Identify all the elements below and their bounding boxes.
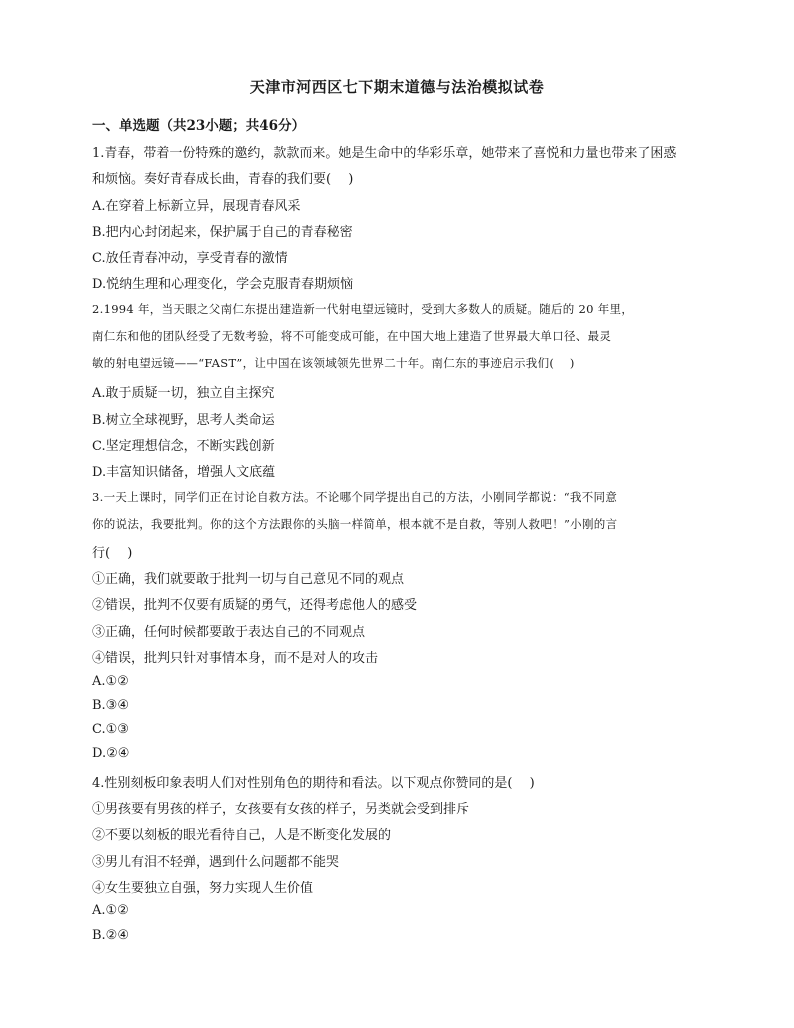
q3-option-d: D.②④: [92, 746, 130, 761]
q3-statement-4: ④错误，批判只针对事情本身，而不是对人的攻击: [92, 651, 379, 666]
q1-stem-line-2: 和烦恼。奏好青春成长曲，青春的我们要( ): [92, 172, 354, 187]
q3-statement-1: ①正确，我们就要敢于批判一切与自己意见不同的观点: [92, 572, 405, 587]
q1-option-a: A.在穿着上标新立异，展现青春风采: [92, 199, 301, 214]
q2-option-a: A.敢于质疑一切，独立自主探究: [92, 386, 275, 401]
q3-stem-line-1: 3.一天上课时，同学们正在讨论自救方法。不论哪个同学提出自己的方法，小刚同学都说：“我不同意: [92, 490, 618, 504]
q4-statement-3: ③男儿有泪不轻弹，遇到什么问题都不能哭: [92, 855, 340, 870]
q1-option-c: C.放任青春冲动，享受青春的激情: [92, 251, 288, 266]
q3-option-b: B.③④: [92, 698, 129, 713]
q4-statement-2: ②不要以刻板的眼光看待自己，人是不断变化发展的: [92, 828, 392, 843]
q2-option-d: D.丰富知识储备，增强人文底蕴: [92, 465, 276, 480]
q4-stem-line-1: 4.性别刻板印象表明人们对性别角色的期待和看法。以下观点你赞同的是( ): [92, 776, 535, 791]
q3-stem-line-2: 你的说法，我要批判。你的这个方法跟你的头脑一样简单，根本就不是自救，等别人救吧！”小刚的言: [92, 517, 618, 531]
q4-option-b: B.②④: [92, 928, 129, 943]
q2-option-b: B.树立全球视野，思考人类命运: [92, 413, 275, 428]
q1-option-b: B.把内心封闭起来，保护属于自己的青春秘密: [92, 225, 353, 240]
q4-option-a: A.①②: [92, 903, 129, 918]
q2-stem-line-2: 南仁东和他的团队经受了无数考验，将不可能变成可能，在中国大地上建造了世界最大单口径、最灵: [92, 329, 612, 343]
q2-option-c: C.坚定理想信念，不断实践创新: [92, 439, 275, 454]
q1-option-d: D.悦纳生理和心理变化，学会克服青春期烦恼: [92, 277, 354, 292]
q2-stem-line-1: 2.1994 年，当天眼之父南仁东提出建造新一代射电望远镜时，受到大多数人的质疑。随后的 20 年里，: [92, 302, 634, 316]
q4-statement-1: ①男孩要有男孩的样子，女孩要有女孩的样子，另类就会受到排斥: [92, 802, 470, 817]
q4-statement-4: ④女生要独立自强，努力实现人生价值: [92, 881, 314, 896]
q2-stem-line-3: 敏的射电望远镜——“FAST”，让中国在该领域领先世界二十年。南仁东的事迹启示我们( ): [92, 356, 575, 370]
q3-stem-line-3: 行( ): [92, 546, 133, 561]
section-heading: 一、单选题（共23小题；共46分）: [92, 118, 306, 134]
q1-stem-line-1: 1.青春，带着一份特殊的邀约，款款而来。她是生命中的华彩乐章，她带来了喜悦和力量也带来了困惑: [92, 146, 677, 161]
exam-title: 天津市河西区七下期末道德与法治模拟试卷: [249, 78, 545, 96]
q3-option-c: C.①③: [92, 722, 129, 737]
q3-statement-2: ②错误，批判不仅要有质疑的勇气，还得考虑他人的感受: [92, 598, 418, 613]
q3-statement-3: ③正确，任何时候都要敢于表达自己的不同观点: [92, 625, 366, 640]
q3-option-a: A.①②: [92, 674, 129, 689]
